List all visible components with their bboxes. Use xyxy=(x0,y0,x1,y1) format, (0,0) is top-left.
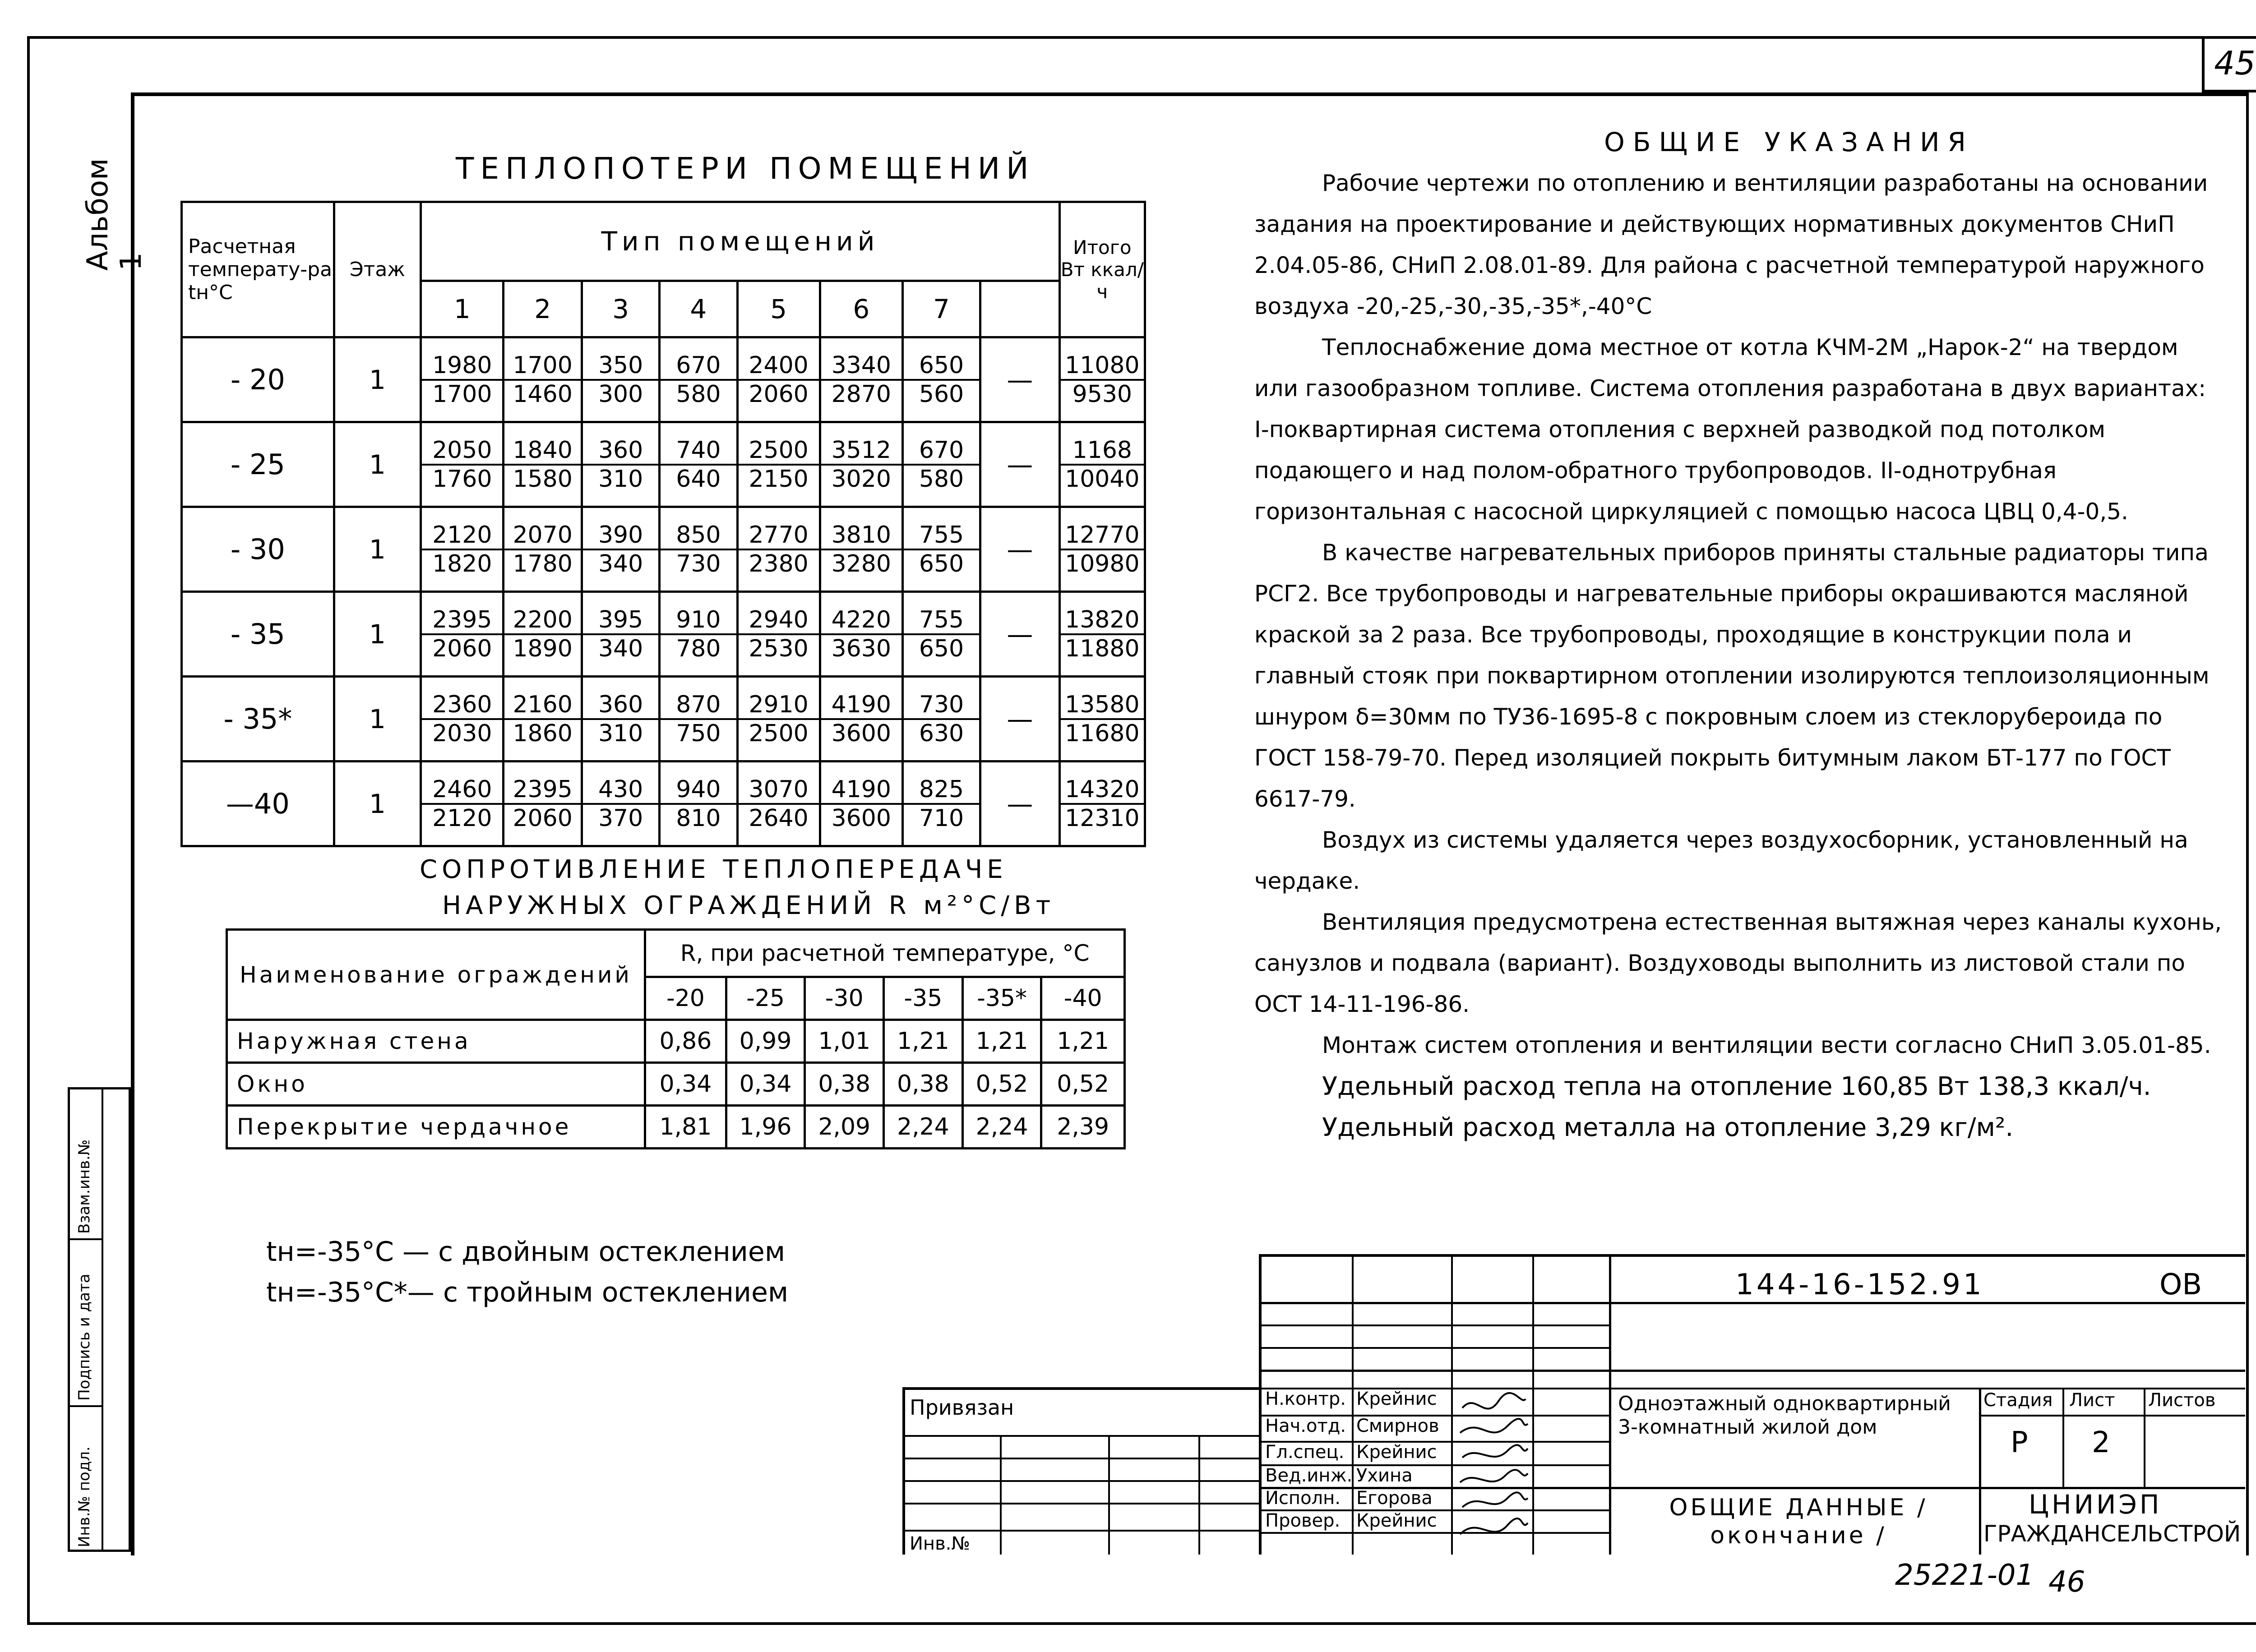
footer-code: 25221-01 xyxy=(1895,1559,2034,1592)
heatloss-watts: 4220 xyxy=(821,606,901,635)
heatloss-kcal: 310 xyxy=(598,465,643,493)
resistance-temp-header: -35 xyxy=(884,977,963,1020)
resistance-temp-header: -40 xyxy=(1041,977,1125,1020)
doc-code: 144-16-152.91 xyxy=(1735,1268,1984,1301)
row-floor: 1 xyxy=(334,422,421,507)
heatloss-watts: 755 xyxy=(904,521,979,550)
heatloss-kcal: 3630 xyxy=(831,635,891,662)
total-kcal: 10040 xyxy=(1065,465,1140,493)
heatloss-cell xyxy=(421,761,504,846)
heatloss-cell xyxy=(820,507,902,592)
total-kcal: 11680 xyxy=(1065,720,1140,747)
heatloss-kcal: 2060 xyxy=(749,380,809,408)
heatloss-cell xyxy=(820,592,902,677)
heatloss-row xyxy=(182,422,1145,507)
enclosure-name: Перекрытие чердачное xyxy=(227,1106,645,1149)
heatloss-watts: 730 xyxy=(904,691,979,720)
row-floor: 1 xyxy=(334,337,421,422)
resistance-value: 0,34 xyxy=(645,1063,726,1106)
stage-value: Р xyxy=(2011,1426,2028,1459)
heatloss-watts: 2395 xyxy=(504,776,581,805)
heatloss-watts: 350 xyxy=(583,352,658,381)
heatloss-head-floor: Этаж xyxy=(334,202,421,337)
enclosure-name: Наружная стена xyxy=(227,1020,645,1063)
heatloss-cell xyxy=(582,507,659,592)
heatloss-dash: — xyxy=(980,761,1060,846)
heatloss-cell xyxy=(582,422,659,507)
heatloss-cell xyxy=(504,677,582,761)
stage-header: Стадия xyxy=(1983,1390,2053,1411)
total-watts: 1168 xyxy=(1061,437,1144,466)
sheet-value: 2 xyxy=(2092,1426,2110,1459)
row-temperature: - 20 xyxy=(182,337,334,422)
heatloss-dash: — xyxy=(980,677,1060,761)
room-type-number: 1 xyxy=(421,281,504,337)
heatloss-kcal: 710 xyxy=(919,804,964,832)
heatloss-watts: 2200 xyxy=(504,606,581,635)
heatloss-cell xyxy=(582,592,659,677)
heatloss-head-types: Тип помещений xyxy=(421,202,1060,281)
resistance-head-r: R, при расчетной температуре, °С xyxy=(645,930,1125,977)
heatloss-watts: 3070 xyxy=(739,776,819,805)
heatloss-watts: 2500 xyxy=(739,437,819,466)
heatloss-kcal: 650 xyxy=(919,550,964,577)
heatloss-kcal: 2640 xyxy=(749,804,809,832)
notes-title: ОБЩИЕ УКАЗАНИЯ xyxy=(1604,127,1974,157)
heatloss-watts: 430 xyxy=(583,776,658,805)
heatloss-watts: 2070 xyxy=(504,521,581,550)
resistance-value: 2,24 xyxy=(962,1106,1041,1149)
heatloss-kcal: 1890 xyxy=(513,635,573,662)
heatloss-watts: 2160 xyxy=(504,691,581,720)
heatloss-cell xyxy=(504,422,582,507)
person-name: Смирнов xyxy=(1356,1416,1439,1436)
heatloss-cell xyxy=(902,507,980,592)
heatloss-watts: 2395 xyxy=(422,606,502,635)
total-watts: 14320 xyxy=(1061,776,1144,805)
signatures xyxy=(1453,1390,1530,1552)
heatloss-kcal: 1780 xyxy=(513,550,573,577)
heatloss-row xyxy=(182,592,1145,677)
heatloss-title: ТЕПЛОПОТЕРИ ПОМЕЩЕНИЙ xyxy=(456,151,1035,186)
album-label: Альбом 1 xyxy=(81,158,148,271)
heatloss-kcal: 2870 xyxy=(831,380,891,408)
heatloss-watts: 395 xyxy=(583,606,658,635)
heatloss-kcal: 300 xyxy=(598,380,643,408)
heatloss-watts: 940 xyxy=(661,776,736,805)
heatloss-watts: 650 xyxy=(904,352,979,381)
legend-triple: tн=-35°С*— с тройным остеклением xyxy=(266,1277,789,1308)
heatloss-watts: 3512 xyxy=(821,437,901,466)
heatloss-watts: 2360 xyxy=(422,691,502,720)
notes-paragraph: Удельный расход тепла на отопление 160,85 Вт 138,3 ккал/ч. xyxy=(1322,1072,2151,1101)
heatloss-kcal: 2530 xyxy=(749,635,809,662)
notes-paragraph: Вентиляция предусмотрена естественная вытяжная через каналы кухонь, санузлов и подвала (вариант). Воздуховоды выполнить из листовой стали по ОСТ 14-11-196-86. xyxy=(1254,909,2222,1017)
heatloss-cell xyxy=(504,761,582,846)
heatloss-row xyxy=(182,337,1145,422)
room-type-number: 5 xyxy=(737,281,820,337)
row-temperature: —40 xyxy=(182,761,334,846)
general-notes xyxy=(1254,122,2224,1148)
heatloss-kcal: 2120 xyxy=(432,804,492,832)
role-label: Вед.инж. xyxy=(1265,1465,1353,1486)
notes-paragraph: Теплоснабжение дома местное от котла КЧМ-2М „Нарок-2“ на твердом или газообразном топливе. Система отопления разработана в двух вариантах: I-поквартирная система отопления с верхней разводкой под потолком подающего и над полом-обратного трубопроводов. II-однотрубная горизонтальная с насосной циркуляцией с помощью насоса ЦВЦ 0,4-0,5. xyxy=(1254,334,2206,525)
heatloss-cell xyxy=(902,677,980,761)
heatloss-cell xyxy=(737,677,820,761)
heatloss-kcal: 370 xyxy=(598,804,643,832)
heatloss-row xyxy=(182,761,1145,846)
heatloss-head-total: Итого Вт ккал/ч xyxy=(1059,202,1145,337)
project-name: Одноэтажный одноквартирный 3-комнатный жилой дом xyxy=(1618,1392,1951,1439)
total-watts: 12770 xyxy=(1061,521,1144,550)
row-temperature: - 30 xyxy=(182,507,334,592)
resistance-temp-header: -35* xyxy=(962,977,1041,1020)
heatloss-watts: 2400 xyxy=(739,352,819,381)
org-line-1: ЦНИИЭП xyxy=(2029,1489,2162,1520)
heatloss-watts: 2770 xyxy=(739,521,819,550)
heatloss-cell xyxy=(660,337,737,422)
footer-page: 46 xyxy=(2048,1565,2085,1599)
heatloss-watts: 4190 xyxy=(821,691,901,720)
heatloss-kcal: 630 xyxy=(919,720,964,747)
side-label-repl: Взам.инв.№ xyxy=(75,1139,93,1234)
resistance-value: 1,01 xyxy=(805,1020,884,1063)
heatloss-cell xyxy=(504,592,582,677)
doc-mark: ОВ xyxy=(2159,1268,2202,1301)
heatloss-kcal: 340 xyxy=(598,635,643,662)
heatloss-head-temp: Расчетная температу-ра tн°C xyxy=(182,202,334,337)
notes-paragraph: Монтаж систем отопления и вентиляции вести согласно СНиП 3.05.01-85. xyxy=(1322,1032,2211,1058)
enclosure-name: Окно xyxy=(227,1063,645,1106)
heatloss-kcal: 2500 xyxy=(749,720,809,747)
heatloss-cell xyxy=(660,677,737,761)
bound-label: Привязан xyxy=(910,1395,1014,1420)
heatloss-kcal: 3020 xyxy=(831,465,891,493)
heatloss-cell xyxy=(660,507,737,592)
heatloss-cell xyxy=(421,422,504,507)
heatloss-watts: 2460 xyxy=(422,776,502,805)
heatloss-cell xyxy=(820,677,902,761)
heatloss-watts: 4190 xyxy=(821,776,901,805)
resistance-value: 0,52 xyxy=(1041,1063,1125,1106)
heatloss-cell xyxy=(902,761,980,846)
person-name: Ухина xyxy=(1356,1465,1413,1486)
role-label: Гл.спец. xyxy=(1265,1442,1345,1463)
heatloss-total xyxy=(1059,507,1145,592)
heatloss-kcal: 580 xyxy=(676,380,721,408)
heatloss-watts: 3810 xyxy=(821,521,901,550)
resistance-value: 2,39 xyxy=(1041,1106,1125,1149)
side-label-inv: Инв.№ подл. xyxy=(75,1446,93,1547)
heatloss-kcal: 1860 xyxy=(513,720,573,747)
person-name: Крейнис xyxy=(1356,1442,1437,1463)
heatloss-dash: — xyxy=(980,507,1060,592)
total-kcal: 9530 xyxy=(1072,380,1133,408)
heatloss-cell xyxy=(421,592,504,677)
role-label: Провер. xyxy=(1265,1510,1341,1531)
heatloss-watts: 2120 xyxy=(422,521,502,550)
heatloss-kcal: 2060 xyxy=(513,804,573,832)
resistance-title-2: НАРУЖНЫХ ОГРАЖДЕНИЙ R м²°С/Вт xyxy=(442,891,1055,920)
heatloss-watts: 2050 xyxy=(422,437,502,466)
heatloss-watts: 910 xyxy=(661,606,736,635)
heatloss-watts: 670 xyxy=(904,437,979,466)
heatloss-watts: 670 xyxy=(661,352,736,381)
heatloss-cell xyxy=(737,761,820,846)
notes-paragraph: Воздух из системы удаляется через воздухосборник, установленный на чердаке. xyxy=(1254,827,2188,894)
resistance-head-name: Наименование ограждений xyxy=(227,930,645,1020)
room-type-number: 7 xyxy=(902,281,980,337)
heatloss-total xyxy=(1059,592,1145,677)
sheet-title: ОБЩИЕ ДАННЫЕ /окончание / xyxy=(1669,1494,1928,1549)
heatloss-cell xyxy=(737,337,820,422)
heatloss-watts: 3340 xyxy=(821,352,901,381)
heatloss-total xyxy=(1059,677,1145,761)
heatloss-kcal: 3600 xyxy=(831,720,891,747)
heatloss-cell xyxy=(421,337,504,422)
heatloss-cell xyxy=(820,422,902,507)
heatloss-cell xyxy=(421,507,504,592)
heatloss-cell xyxy=(582,337,659,422)
heatloss-dash: — xyxy=(980,592,1060,677)
heatloss-kcal: 780 xyxy=(676,635,721,662)
heatloss-total xyxy=(1059,337,1145,422)
heatloss-watts: 870 xyxy=(661,691,736,720)
heatloss-watts: 740 xyxy=(661,437,736,466)
heatloss-kcal: 1460 xyxy=(513,380,573,408)
heatloss-cell xyxy=(737,592,820,677)
heatloss-watts: 360 xyxy=(583,437,658,466)
side-stamp xyxy=(68,1087,131,1552)
resistance-row xyxy=(227,1106,1125,1149)
heatloss-kcal: 650 xyxy=(919,635,964,662)
resistance-value: 0,52 xyxy=(962,1063,1041,1106)
heatloss-watts: 390 xyxy=(583,521,658,550)
side-label-sign: Подпись и дата xyxy=(75,1274,93,1401)
heatloss-kcal: 2030 xyxy=(432,720,492,747)
title-block xyxy=(1259,1254,2245,1555)
heatloss-kcal: 750 xyxy=(676,720,721,747)
resistance-row xyxy=(227,1063,1125,1106)
resistance-temp-header: -25 xyxy=(726,977,805,1020)
resistance-value: 0,86 xyxy=(645,1020,726,1063)
heatloss-cell xyxy=(582,761,659,846)
legend-double: tн=-35°С — с двойным остеклением xyxy=(266,1236,786,1268)
heatloss-watts: 1840 xyxy=(504,437,581,466)
heatloss-watts: 2910 xyxy=(739,691,819,720)
resistance-value: 2,09 xyxy=(805,1106,884,1149)
row-temperature: - 35 xyxy=(182,592,334,677)
heatloss-cell xyxy=(660,422,737,507)
heatloss-kcal: 1760 xyxy=(432,465,492,493)
resistance-value: 0,99 xyxy=(726,1020,805,1063)
resistance-value: 0,38 xyxy=(805,1063,884,1106)
heatloss-watts: 2940 xyxy=(739,606,819,635)
org-line-2: ГРАЖДАНСЕЛЬСТРОЙ xyxy=(1983,1521,2241,1547)
heatloss-kcal: 3280 xyxy=(831,550,891,577)
room-type-number xyxy=(980,281,1060,337)
sheets-header: Листов xyxy=(2148,1390,2216,1411)
notes-paragraph: Рабочие чертежи по отоплению и вентиляции разработаны на основании задания на проектирование и действующих нормативных документов СНиП 2.04.05-86, СНиП 2.08.01-89. Для района с расчетной температурой наружного воздуха -20,-25,-30,-35,-35*,-40°С xyxy=(1254,170,2208,319)
heatloss-watts: 825 xyxy=(904,776,979,805)
row-temperature: - 25 xyxy=(182,422,334,507)
heatloss-dash: — xyxy=(980,337,1060,422)
heatloss-watts: 1980 xyxy=(422,352,502,381)
heatloss-cell xyxy=(737,507,820,592)
row-floor: 1 xyxy=(334,507,421,592)
heatloss-cell xyxy=(504,337,582,422)
room-type-number: 3 xyxy=(582,281,659,337)
heatloss-kcal: 1820 xyxy=(432,550,492,577)
heatloss-kcal: 2380 xyxy=(749,550,809,577)
heatloss-cell xyxy=(902,337,980,422)
heatloss-row xyxy=(182,507,1145,592)
total-watts: 13580 xyxy=(1061,691,1144,720)
resistance-table xyxy=(226,928,1126,1149)
heatloss-dash: — xyxy=(980,422,1060,507)
room-type-number: 4 xyxy=(660,281,737,337)
resistance-value: 1,21 xyxy=(884,1020,963,1063)
heatloss-kcal: 1700 xyxy=(432,380,492,408)
inv-label: Инв.№ xyxy=(910,1533,970,1554)
heatloss-kcal: 560 xyxy=(919,380,964,408)
room-type-number: 2 xyxy=(504,281,582,337)
sheet-header: Лист xyxy=(2069,1390,2115,1411)
heatloss-kcal: 580 xyxy=(919,465,964,493)
heatloss-kcal: 640 xyxy=(676,465,721,493)
heatloss-cell xyxy=(660,592,737,677)
heatloss-table xyxy=(180,201,1146,847)
row-floor: 1 xyxy=(334,761,421,846)
resistance-row xyxy=(227,1020,1125,1063)
heatloss-cell xyxy=(421,677,504,761)
row-floor: 1 xyxy=(334,677,421,761)
resistance-temp-header: -20 xyxy=(645,977,726,1020)
person-name: Крейнис xyxy=(1356,1389,1437,1409)
heatloss-total xyxy=(1059,422,1145,507)
heatloss-cell xyxy=(737,422,820,507)
resistance-temp-header: -30 xyxy=(805,977,884,1020)
resistance-value: 0,38 xyxy=(884,1063,963,1106)
heatloss-kcal: 3600 xyxy=(831,804,891,832)
resistance-value: 1,21 xyxy=(1041,1020,1125,1063)
notes-paragraph: В качестве нагревательных приборов приняты стальные радиаторы типа РСГ2. Все трубопроводы и нагревательные приборы окрашиваются масляной краской за 2 раза. Все трубопроводы, проходящие в конструкции пола и главный стояк при поквартирном отоплении изолируются теплоизоляционным шнуром δ=30мм по ТУ36-1695-8 с покровным слоем из стеклорубероида по ГОСТ 158-79-70. Перед изоляцией покрыть битумным лаком БТ-177 по ГОСТ 6617-79. xyxy=(1254,540,2210,812)
heatloss-kcal: 2060 xyxy=(432,635,492,662)
binding-block xyxy=(902,1387,1262,1555)
total-watts: 11080 xyxy=(1061,352,1144,381)
heatloss-cell xyxy=(820,761,902,846)
heatloss-kcal: 340 xyxy=(598,550,643,577)
heatloss-watts: 850 xyxy=(661,521,736,550)
heatloss-cell xyxy=(820,337,902,422)
resistance-value: 1,96 xyxy=(726,1106,805,1149)
person-name: Егорова xyxy=(1356,1488,1433,1509)
row-temperature: - 35* xyxy=(182,677,334,761)
resistance-value: 1,81 xyxy=(645,1106,726,1149)
heatloss-cell xyxy=(902,422,980,507)
heatloss-cell xyxy=(902,592,980,677)
heatloss-watts: 360 xyxy=(583,691,658,720)
room-type-number: 6 xyxy=(820,281,902,337)
heatloss-total xyxy=(1059,761,1145,846)
role-label: Н.контр. xyxy=(1265,1389,1346,1409)
heatloss-row xyxy=(182,677,1145,761)
heatloss-watts: 755 xyxy=(904,606,979,635)
heatloss-kcal: 1580 xyxy=(513,465,573,493)
heatloss-kcal: 730 xyxy=(676,550,721,577)
role-label: Нач.отд. xyxy=(1265,1416,1346,1436)
heatloss-cell xyxy=(582,677,659,761)
resistance-title-1: СОПРОТИВЛЕНИЕ ТЕПЛОПЕРЕДАЧЕ xyxy=(420,855,1008,884)
heatloss-cell xyxy=(504,507,582,592)
notes-paragraph: Удельный расход металла на отопление 3,29 кг/м². xyxy=(1322,1113,2014,1142)
sheet-number: 45 xyxy=(2202,36,2256,92)
heatloss-cell xyxy=(660,761,737,846)
row-floor: 1 xyxy=(334,592,421,677)
heatloss-kcal: 810 xyxy=(676,804,721,832)
resistance-value: 0,34 xyxy=(726,1063,805,1106)
heatloss-kcal: 2150 xyxy=(749,465,809,493)
total-watts: 13820 xyxy=(1061,606,1144,635)
total-kcal: 12310 xyxy=(1065,804,1140,832)
resistance-value: 2,24 xyxy=(884,1106,963,1149)
total-kcal: 10980 xyxy=(1065,550,1140,577)
heatloss-kcal: 310 xyxy=(598,720,643,747)
resistance-value: 1,21 xyxy=(962,1020,1041,1063)
heatloss-watts: 1700 xyxy=(504,352,581,381)
total-kcal: 11880 xyxy=(1065,635,1140,662)
role-label: Исполн. xyxy=(1265,1488,1341,1509)
person-name: Крейнис xyxy=(1356,1510,1437,1531)
